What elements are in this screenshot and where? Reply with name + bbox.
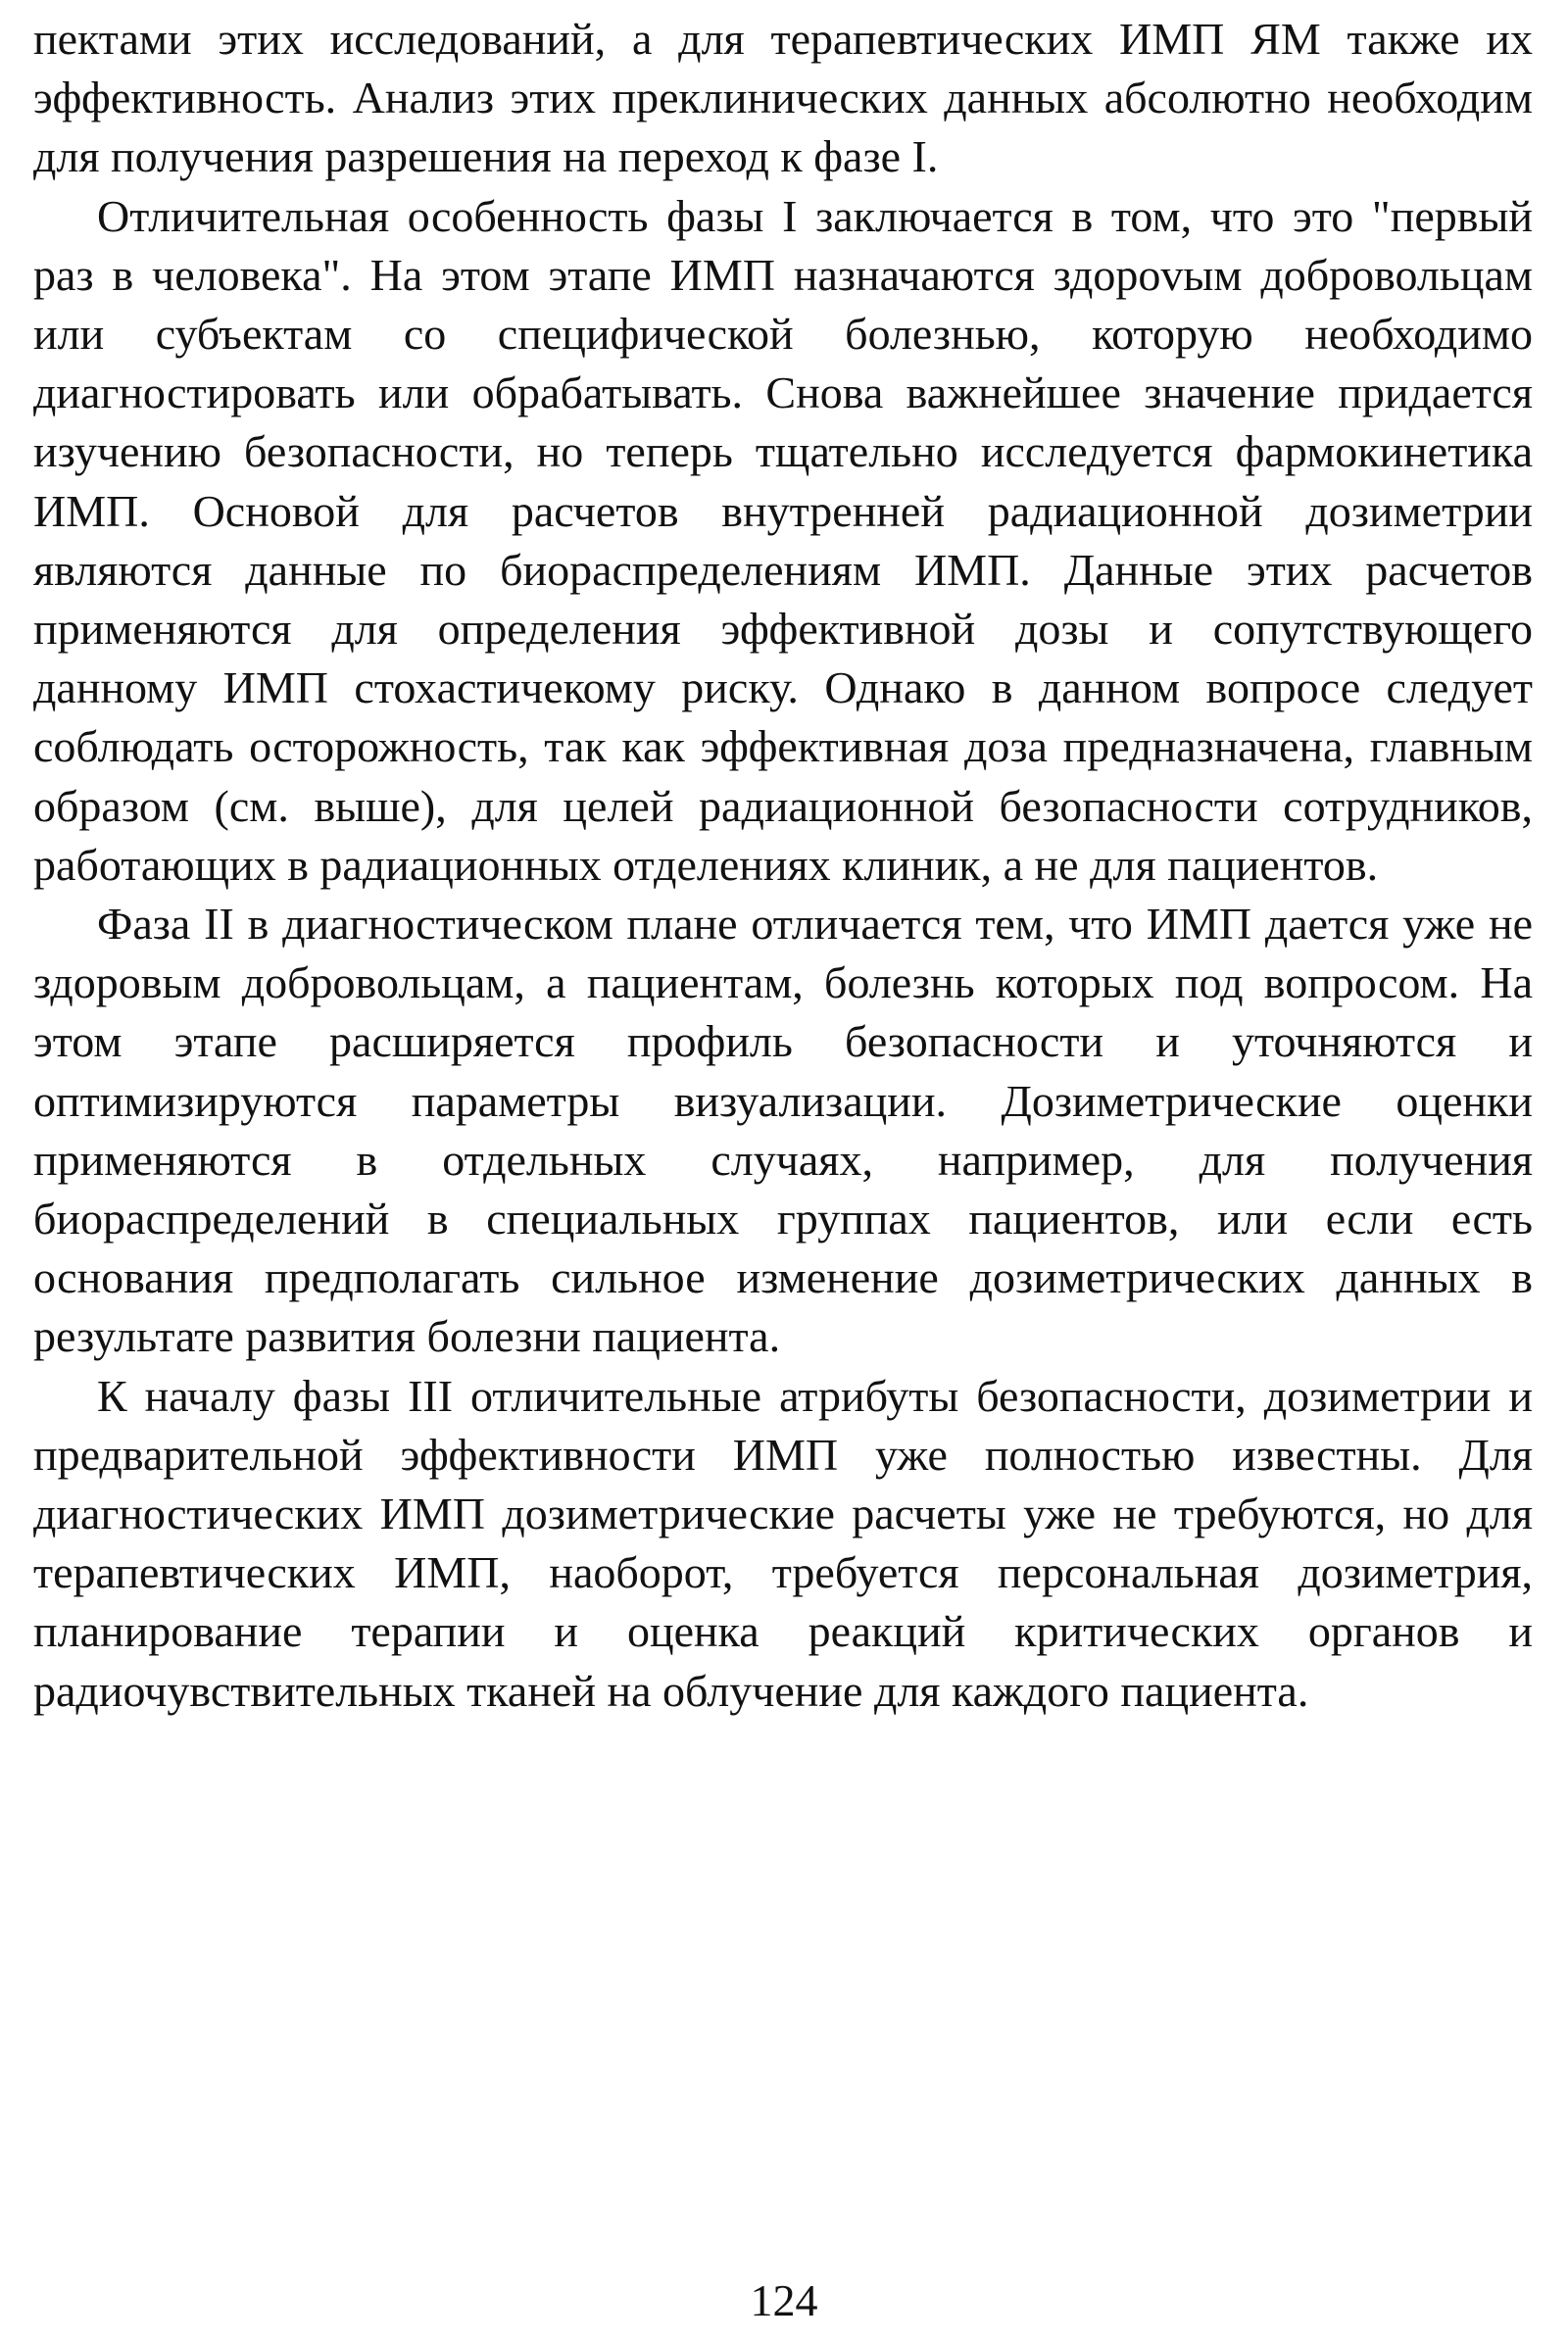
paragraph-phase-2: Фаза II в диагностическом плане отличается тем, что ИМП дается уже не здоровым добровольцам, а пациентам, болезнь которых под вопросом. На этом этапе расширяется профиль безопасности и уточняются и оптимизируются параметры визуализации. Дозиметрические оценки применяются в отдельных случаях, например, для получения биораспределений в специальных группах пациентов, или если есть основания предполагать сильное изменение дозиметрических данных в результате развития болезни пациента. [33, 899, 1533, 1362]
paragraph-continuation: пектами этих исследований, а для терапевтических ИМП ЯМ также их эффективность. Анализ этих преклинических данных абсолютно необходим для получения разрешения на переход к фазе I. [33, 14, 1533, 182]
page-number: 124 [750, 2275, 818, 2325]
page-body [33, 10, 1533, 1721]
paragraph-phase-3: К началу фазы III отличительные атрибуты безопасности, дозиметрии и предварительной эффективности ИМП уже полностью известны. Для диагностических ИМП дозиметрические расчеты уже не требуются, но для терапевтических ИМП, наоборот, требуется персональная дозиметрия, планирование терапии и оценка реакций критических органов и радиочувствительных тканей на облучение для каждого пациента. [33, 1370, 1533, 1716]
paragraph-phase-1: Отличительная особенность фазы I заключается в том, что это "первый раз в человека". На этом этапе ИМП назначаются здороvым добровольцам или субъектам со специфической болезнью, которую необходимо диагностировать или обрабатывать. Снова важнейшее значение придается изучению безопасности, но теперь тщательно исследуется фармокинетика ИМП. Основой для расчетов внутренней радиационной дозиметрии являются данные по биораспределениям ИМП. Данные этих расчетов применяются для определения эффективной дозы и сопутствующего данному ИМП стохастичекому риску. Однако в данном вопросе следует соблюдать осторожность, так как эффективная доза предназначена, главным образом (см. выше), для целей радиационной безопасности сотрудников, работающих в радиационных отделениях клиник, а не для пациентов. [33, 190, 1533, 890]
